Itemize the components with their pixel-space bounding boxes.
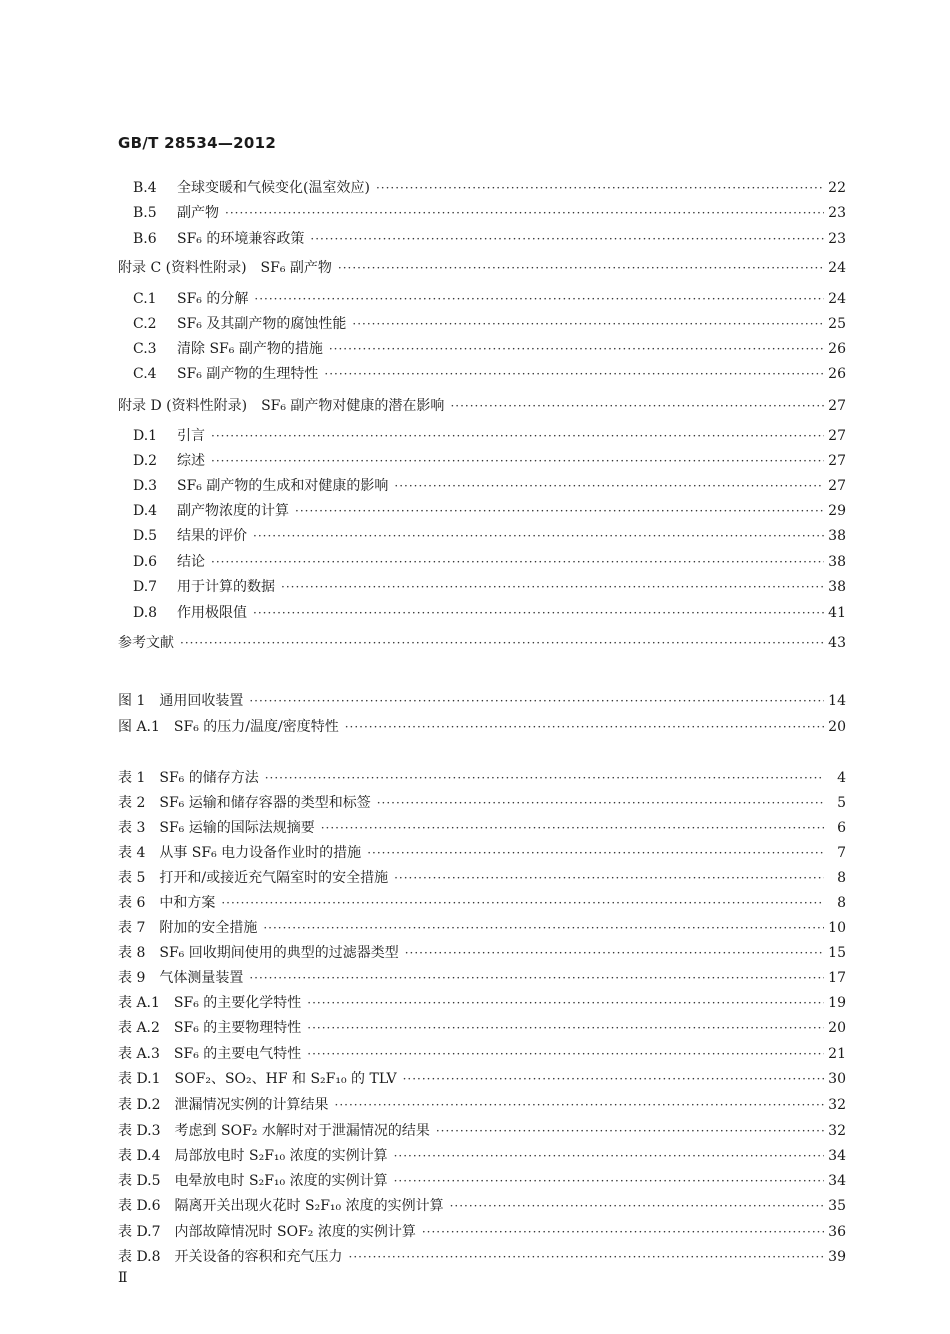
toc-entry[interactable] <box>118 716 846 738</box>
toc-entry-page: 32 <box>828 1123 846 1139</box>
toc-entry[interactable] <box>133 177 846 199</box>
toc-entry-page: 17 <box>828 970 846 986</box>
toc-entry[interactable] <box>118 1195 846 1217</box>
toc-entry[interactable] <box>133 576 846 598</box>
toc-entry-number: 表 D.2 <box>118 1097 161 1113</box>
toc-entry-page: 23 <box>828 205 846 221</box>
toc-dot-leader <box>211 551 824 573</box>
toc-entry[interactable] <box>118 1017 846 1039</box>
toc-dot-leader <box>253 525 824 547</box>
toc-entry-page: 34 <box>828 1148 846 1164</box>
toc-dot-leader <box>263 917 824 939</box>
toc-entry-page: 34 <box>828 1173 846 1189</box>
toc-entry-title: SF₆ 的分解 <box>177 291 249 307</box>
toc-entry-page: 21 <box>828 1046 846 1062</box>
toc-entry-page: 23 <box>828 231 846 247</box>
toc-entry-number: 表 A.1 <box>118 995 160 1011</box>
toc-dot-leader <box>281 576 824 598</box>
toc-entry-number: B.4 <box>133 180 157 196</box>
toc-entry[interactable] <box>118 942 846 964</box>
toc-entry-number: 表 3 <box>118 820 146 836</box>
toc-dot-leader <box>321 817 824 839</box>
toc-entry-title: 清除 SF₆ 副产物的措施 <box>177 341 323 357</box>
toc-entry-page: 4 <box>837 770 846 786</box>
toc-entry[interactable] <box>133 425 846 447</box>
toc-dot-leader <box>180 632 824 654</box>
toc-dot-leader <box>349 1246 824 1268</box>
toc-entry[interactable] <box>118 792 846 814</box>
toc-entry-page: 32 <box>828 1097 846 1113</box>
toc-entry-title: 附加的安全措施 <box>159 920 258 936</box>
toc-entry-page: 6 <box>837 820 846 836</box>
toc-entry-page: 41 <box>828 605 846 621</box>
toc-entry-number: 图 1 <box>118 693 146 709</box>
toc-entry[interactable] <box>118 867 846 889</box>
toc-entry-number: 表 D.8 <box>118 1249 161 1265</box>
toc-dot-leader <box>307 1017 824 1039</box>
toc-entry-page: 8 <box>837 895 846 911</box>
toc-dot-leader <box>436 1120 824 1142</box>
toc-entry-title: 隔离开关出现火花时 S₂F₁₀ 浓度的实例计算 <box>174 1198 444 1214</box>
toc-entry-number: 表 2 <box>118 795 146 811</box>
toc-dot-leader <box>253 602 824 624</box>
toc-entry[interactable] <box>118 690 846 712</box>
toc-entry-page: 38 <box>828 528 846 544</box>
toc-entry[interactable] <box>118 917 846 939</box>
toc-entry[interactable] <box>118 1068 846 1090</box>
toc-dot-leader <box>335 1094 824 1116</box>
toc-dot-leader <box>295 500 824 522</box>
toc-entry-title: 结论 <box>177 554 205 570</box>
toc-dot-leader <box>329 338 824 360</box>
toc-dot-leader <box>345 716 824 738</box>
toc-dot-leader <box>307 992 824 1014</box>
toc-entry-page: 35 <box>828 1198 846 1214</box>
toc-entry[interactable] <box>118 1094 846 1116</box>
toc-entry-title: 中和方案 <box>159 895 216 911</box>
toc-entry[interactable] <box>133 338 846 360</box>
toc-entry[interactable] <box>133 551 846 573</box>
toc-entry-number: 表 D.7 <box>118 1224 161 1240</box>
toc-dot-leader <box>211 425 824 447</box>
toc-entry-title: SF₆ 运输的国际法规摘要 <box>159 820 315 836</box>
toc-entry-number: 表 4 <box>118 845 146 861</box>
toc-entry-page: 7 <box>837 845 846 861</box>
toc-entry-page: 15 <box>828 945 846 961</box>
toc-entry[interactable] <box>118 1043 846 1065</box>
toc-entry[interactable] <box>133 313 846 335</box>
toc-entry[interactable] <box>133 450 846 472</box>
toc-entry[interactable] <box>118 817 846 839</box>
toc-entry-page: 29 <box>828 503 846 519</box>
toc-dot-leader <box>367 842 824 864</box>
toc-dot-leader <box>394 475 824 497</box>
toc-entry-number: 表 D.5 <box>118 1173 161 1189</box>
toc-entry-title: 用于计算的数据 <box>177 579 275 595</box>
toc-entry-page: 38 <box>828 554 846 570</box>
toc-entry[interactable] <box>118 892 846 914</box>
toc-entry-page: 8 <box>837 870 846 886</box>
toc-entry[interactable] <box>133 525 846 547</box>
toc-entry-title: 从事 SF₆ 电力设备作业时的措施 <box>159 845 362 861</box>
toc-entry-number: D.7 <box>133 579 158 595</box>
toc-entry-number: D.2 <box>133 453 158 469</box>
toc-entry-number: C.4 <box>133 366 157 382</box>
toc-entry-page: 25 <box>828 316 846 332</box>
toc-entry-page: 38 <box>828 579 846 595</box>
toc-entry-title: 副产物浓度的计算 <box>177 503 289 519</box>
toc-entry-title: SF₆ 的主要化学特性 <box>173 995 302 1011</box>
toc-dot-leader <box>376 177 824 199</box>
toc-entry-number: 表 D.6 <box>118 1198 161 1214</box>
toc-entry[interactable] <box>118 767 846 789</box>
toc-entry-title: 泄漏情况实例的计算结果 <box>174 1097 329 1113</box>
toc-entry-number: 表 7 <box>118 920 146 936</box>
toc-entry[interactable] <box>118 1221 846 1243</box>
toc-entry-page: 43 <box>828 635 846 651</box>
toc-entry-number: 表 A.3 <box>118 1046 160 1062</box>
toc-entry-title: 打开和/或接近充气隔室时的安全措施 <box>159 870 389 886</box>
toc-entry-title: SF₆ 及其副产物的腐蚀性能 <box>177 316 347 332</box>
toc-dot-leader <box>394 1170 824 1192</box>
toc-entry-page: 26 <box>828 341 846 357</box>
toc-entry-title: SF₆ 的压力/温度/密度特性 <box>173 719 339 735</box>
toc-entry-title: SF₆ 的主要物理特性 <box>173 1020 302 1036</box>
toc-entry-title: SF₆ 副产物 <box>260 260 332 276</box>
toc-entry-page: 20 <box>828 719 846 735</box>
toc-entry[interactable] <box>118 257 846 279</box>
toc-entry-number: D.6 <box>133 554 158 570</box>
toc-entry-title: SF₆ 的环境兼容政策 <box>177 231 305 247</box>
toc-entry-title: 开关设备的容积和充气压力 <box>174 1249 343 1265</box>
toc-entry-page: 27 <box>828 398 846 414</box>
toc-entry-title: 综述 <box>177 453 205 469</box>
toc-entry-title: 引言 <box>177 428 205 444</box>
toc-entry-page: 39 <box>828 1249 846 1265</box>
toc-dot-leader <box>254 288 824 310</box>
toc-entry-number: 表 A.2 <box>118 1020 160 1036</box>
toc-dot-leader <box>249 967 824 989</box>
toc-entry-page: 5 <box>837 795 846 811</box>
toc-entry-number: D.3 <box>133 478 158 494</box>
toc-entry[interactable] <box>133 475 846 497</box>
toc-dot-leader <box>324 363 824 385</box>
toc-entry-title: SF₆ 副产物对健康的潜在影响 <box>261 398 445 414</box>
toc-dot-leader <box>221 892 824 914</box>
toc-dot-leader <box>211 450 824 472</box>
toc-entry[interactable] <box>118 967 846 989</box>
toc-dot-leader <box>422 1221 824 1243</box>
toc-entry-number: D.8 <box>133 605 158 621</box>
toc-entry-number: D.1 <box>133 428 158 444</box>
toc-entry-title: SF₆ 运输和储存容器的类型和标签 <box>159 795 371 811</box>
toc-entry-number: 表 8 <box>118 945 146 961</box>
toc-entry-title: SF₆ 副产物的生理特性 <box>177 366 319 382</box>
toc-entry-page: 14 <box>828 693 846 709</box>
toc-entry[interactable] <box>118 1170 846 1192</box>
toc-dot-leader <box>450 1195 824 1217</box>
toc-entry[interactable] <box>133 288 846 310</box>
toc-entry-number: C.1 <box>133 291 157 307</box>
toc-entry-title: 内部故障情况时 SOF₂ 浓度的实例计算 <box>174 1224 416 1240</box>
toc-dot-leader <box>338 257 824 279</box>
toc-dot-leader <box>394 867 824 889</box>
toc-dot-leader <box>394 1145 824 1167</box>
toc-entry-page: 24 <box>828 260 846 276</box>
toc-entry-title: 通用回收装置 <box>159 693 244 709</box>
toc-entry[interactable] <box>133 500 846 522</box>
toc-entry-title: 全球变暖和气候变化(温室效应) <box>177 180 370 196</box>
toc-entry-title: SF₆ 副产物的生成和对健康的影响 <box>177 478 389 494</box>
toc-dot-leader <box>265 767 824 789</box>
toc-entry-number: 图 A.1 <box>118 719 160 735</box>
toc-entry[interactable] <box>133 228 846 250</box>
toc-dot-leader <box>310 228 824 250</box>
toc-entry-number: 表 1 <box>118 770 146 786</box>
toc-dot-leader <box>225 202 824 224</box>
toc-entry-number: 附录 C (资料性附录) <box>118 260 247 276</box>
toc-entry-number: 表 5 <box>118 870 146 886</box>
toc-entry-title: 参考文献 <box>118 635 174 651</box>
toc-entry-title: 电晕放电时 S₂F₁₀ 浓度的实例计算 <box>174 1173 388 1189</box>
toc-dot-leader <box>307 1043 824 1065</box>
toc-entry-page: 27 <box>828 453 846 469</box>
toc-entry-page: 36 <box>828 1224 846 1240</box>
toc-entry-title: 副产物 <box>177 205 219 221</box>
toc-entry-title: SOF₂、SO₂、HF 和 S₂F₁₀ 的 TLV <box>174 1071 397 1087</box>
toc-entry[interactable] <box>118 1120 846 1142</box>
toc-entry-title: 考虑到 SOF₂ 水解时对于泄漏情况的结果 <box>174 1123 430 1139</box>
toc-entry-title: 气体测量装置 <box>159 970 244 986</box>
toc-entry-title: 作用极限值 <box>177 605 247 621</box>
toc-entry-title: SF₆ 的储存方法 <box>159 770 259 786</box>
toc-entry-number: 附录 D (资料性附录) <box>118 398 248 414</box>
toc-entry-page: 24 <box>828 291 846 307</box>
toc-dot-leader <box>405 942 824 964</box>
toc-entry-page: 27 <box>828 428 846 444</box>
toc-entry-page: 20 <box>828 1020 846 1036</box>
toc-entry-title: SF₆ 的主要电气特性 <box>173 1046 302 1062</box>
document-code-header: GB/T 28534—2012 <box>118 134 277 152</box>
toc-entry-number: B.6 <box>133 231 157 247</box>
toc-entry-page: 19 <box>828 995 846 1011</box>
toc-entry-number: C.2 <box>133 316 157 332</box>
toc-entry-number: 表 9 <box>118 970 146 986</box>
toc-entry[interactable] <box>118 395 846 417</box>
toc-entry-page: 26 <box>828 366 846 382</box>
toc-entry-page: 30 <box>828 1071 846 1087</box>
toc-entry[interactable] <box>133 363 846 385</box>
toc-entry-number: B.5 <box>133 205 157 221</box>
toc-dot-leader <box>249 690 824 712</box>
toc-entry-title: 局部放电时 S₂F₁₀ 浓度的实例计算 <box>174 1148 388 1164</box>
toc-dot-leader <box>403 1068 824 1090</box>
toc-entry[interactable] <box>133 602 846 624</box>
toc-entry-number: C.3 <box>133 341 157 357</box>
toc-dot-leader <box>377 792 824 814</box>
toc-entry-number: 表 D.1 <box>118 1071 161 1087</box>
toc-entry[interactable] <box>118 842 846 864</box>
toc-entry-page: 10 <box>828 920 846 936</box>
toc-entry-number: 表 6 <box>118 895 146 911</box>
toc-entry-title: 结果的评价 <box>177 528 247 544</box>
toc-entry-title: SF₆ 回收期间使用的典型的过滤器类型 <box>159 945 399 961</box>
toc-entry-number: D.5 <box>133 528 158 544</box>
toc-entry[interactable] <box>118 992 846 1014</box>
toc-entry[interactable] <box>133 202 846 224</box>
toc-entry[interactable] <box>118 1246 846 1268</box>
toc-entry-number: 表 D.4 <box>118 1148 161 1164</box>
toc-entry[interactable] <box>118 1145 846 1167</box>
toc-dot-leader <box>450 395 824 417</box>
page-number-footer: Ⅱ <box>118 1270 128 1286</box>
toc-entry-number: 表 D.3 <box>118 1123 161 1139</box>
toc-dot-leader <box>352 313 824 335</box>
toc-entry-page: 27 <box>828 478 846 494</box>
toc-entry-number: D.4 <box>133 503 158 519</box>
toc-entry-page: 22 <box>828 180 846 196</box>
toc-entry[interactable] <box>118 632 846 654</box>
